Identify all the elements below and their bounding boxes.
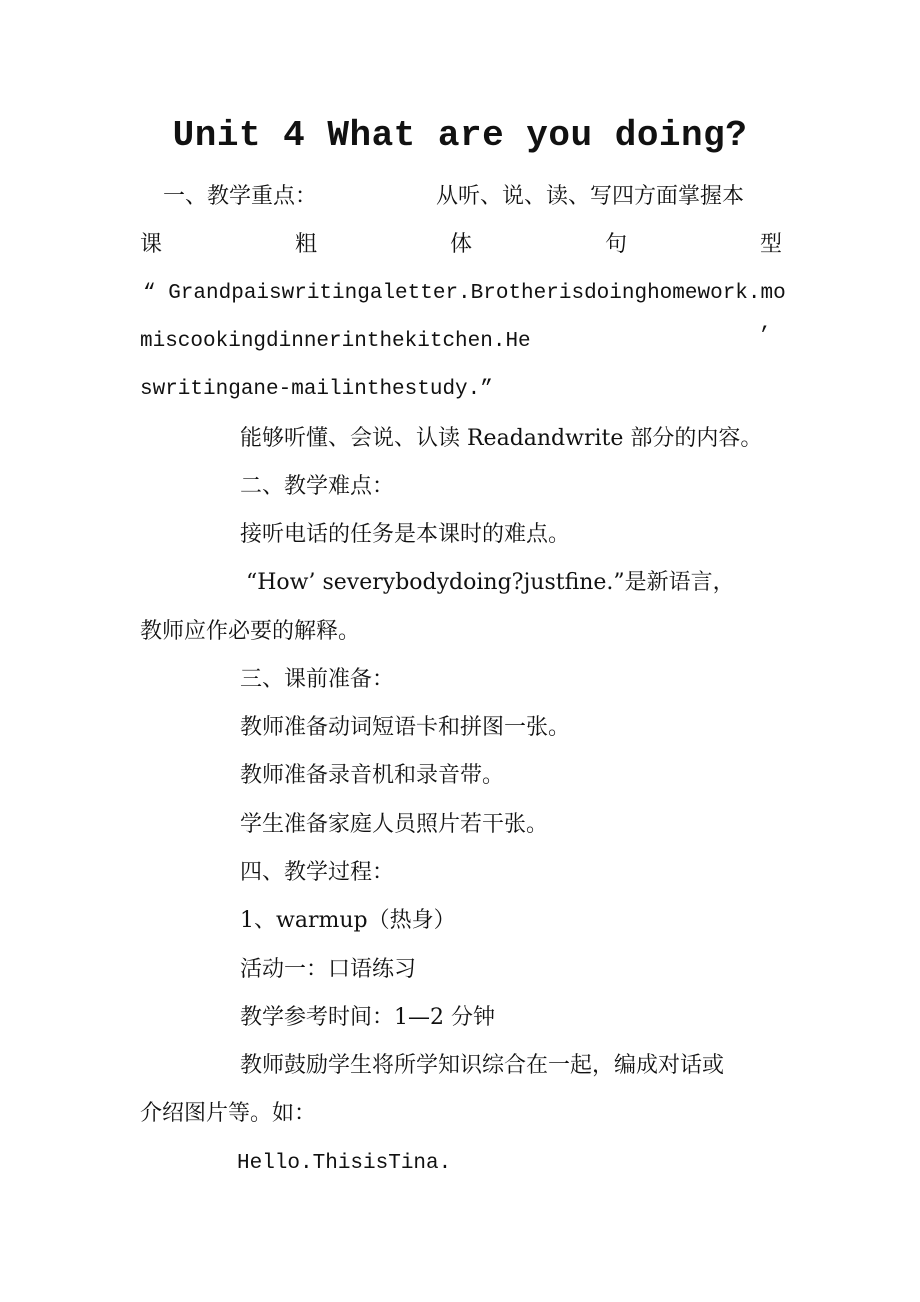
spread-characters-row	[140, 230, 782, 260]
description-line: 介绍图片等。如：	[140, 1101, 317, 1126]
section2-point: 接听电话的任务是本课时的难点。	[240, 522, 571, 547]
spread-char: 粗	[294, 232, 317, 257]
spread-char: 型	[759, 232, 782, 257]
section1-text: 从听、说、读、写四方面掌握本	[436, 184, 745, 209]
section2-point: 教师应作必要的解释。	[140, 619, 361, 644]
spread-char: 句	[604, 232, 627, 257]
section1-goal: 能够听懂、会说、认读 Readandwrite 部分的内容。	[240, 426, 763, 451]
time-label: 教学参考时间：1—2 分钟	[240, 1005, 495, 1030]
section2-heading: 二、教学难点：	[240, 474, 395, 499]
spread-char: 课	[140, 232, 163, 257]
section3-heading: 三、课前准备：	[240, 667, 395, 692]
sentence-line: swritingane-mailinthestudy.”	[140, 378, 493, 401]
prep-item: 教师准备动词短语卡和拼图一张。	[240, 715, 571, 740]
page-title: Unit 4 What are you doing?	[172, 115, 748, 156]
sentence-line: miscookingdinnerinthekitchen.He	[140, 330, 531, 353]
section2-point: “How’ severybodydoing?justfine.”是新语言，	[246, 570, 735, 595]
sentence-line: “ Grandpaiswritingaletter.Brotherisdoinghomework.mo	[143, 282, 786, 305]
spread-char: 体	[449, 232, 472, 257]
prep-item: 学生准备家庭人员照片若干张。	[240, 812, 549, 837]
section1-heading: 一、教学重点：	[163, 184, 318, 209]
activity-label: 活动一：口语练习	[240, 957, 417, 982]
sentence-apostrophe: ’	[758, 325, 771, 348]
step-label: 1、warmup（热身）	[240, 908, 456, 933]
prep-item: 教师准备录音机和录音带。	[240, 763, 505, 788]
example-line: Hello.ThisisTina.	[237, 1152, 452, 1175]
description-line: 教师鼓励学生将所学知识综合在一起，编成对话或	[240, 1053, 725, 1078]
section4-heading: 四、教学过程：	[240, 860, 395, 885]
